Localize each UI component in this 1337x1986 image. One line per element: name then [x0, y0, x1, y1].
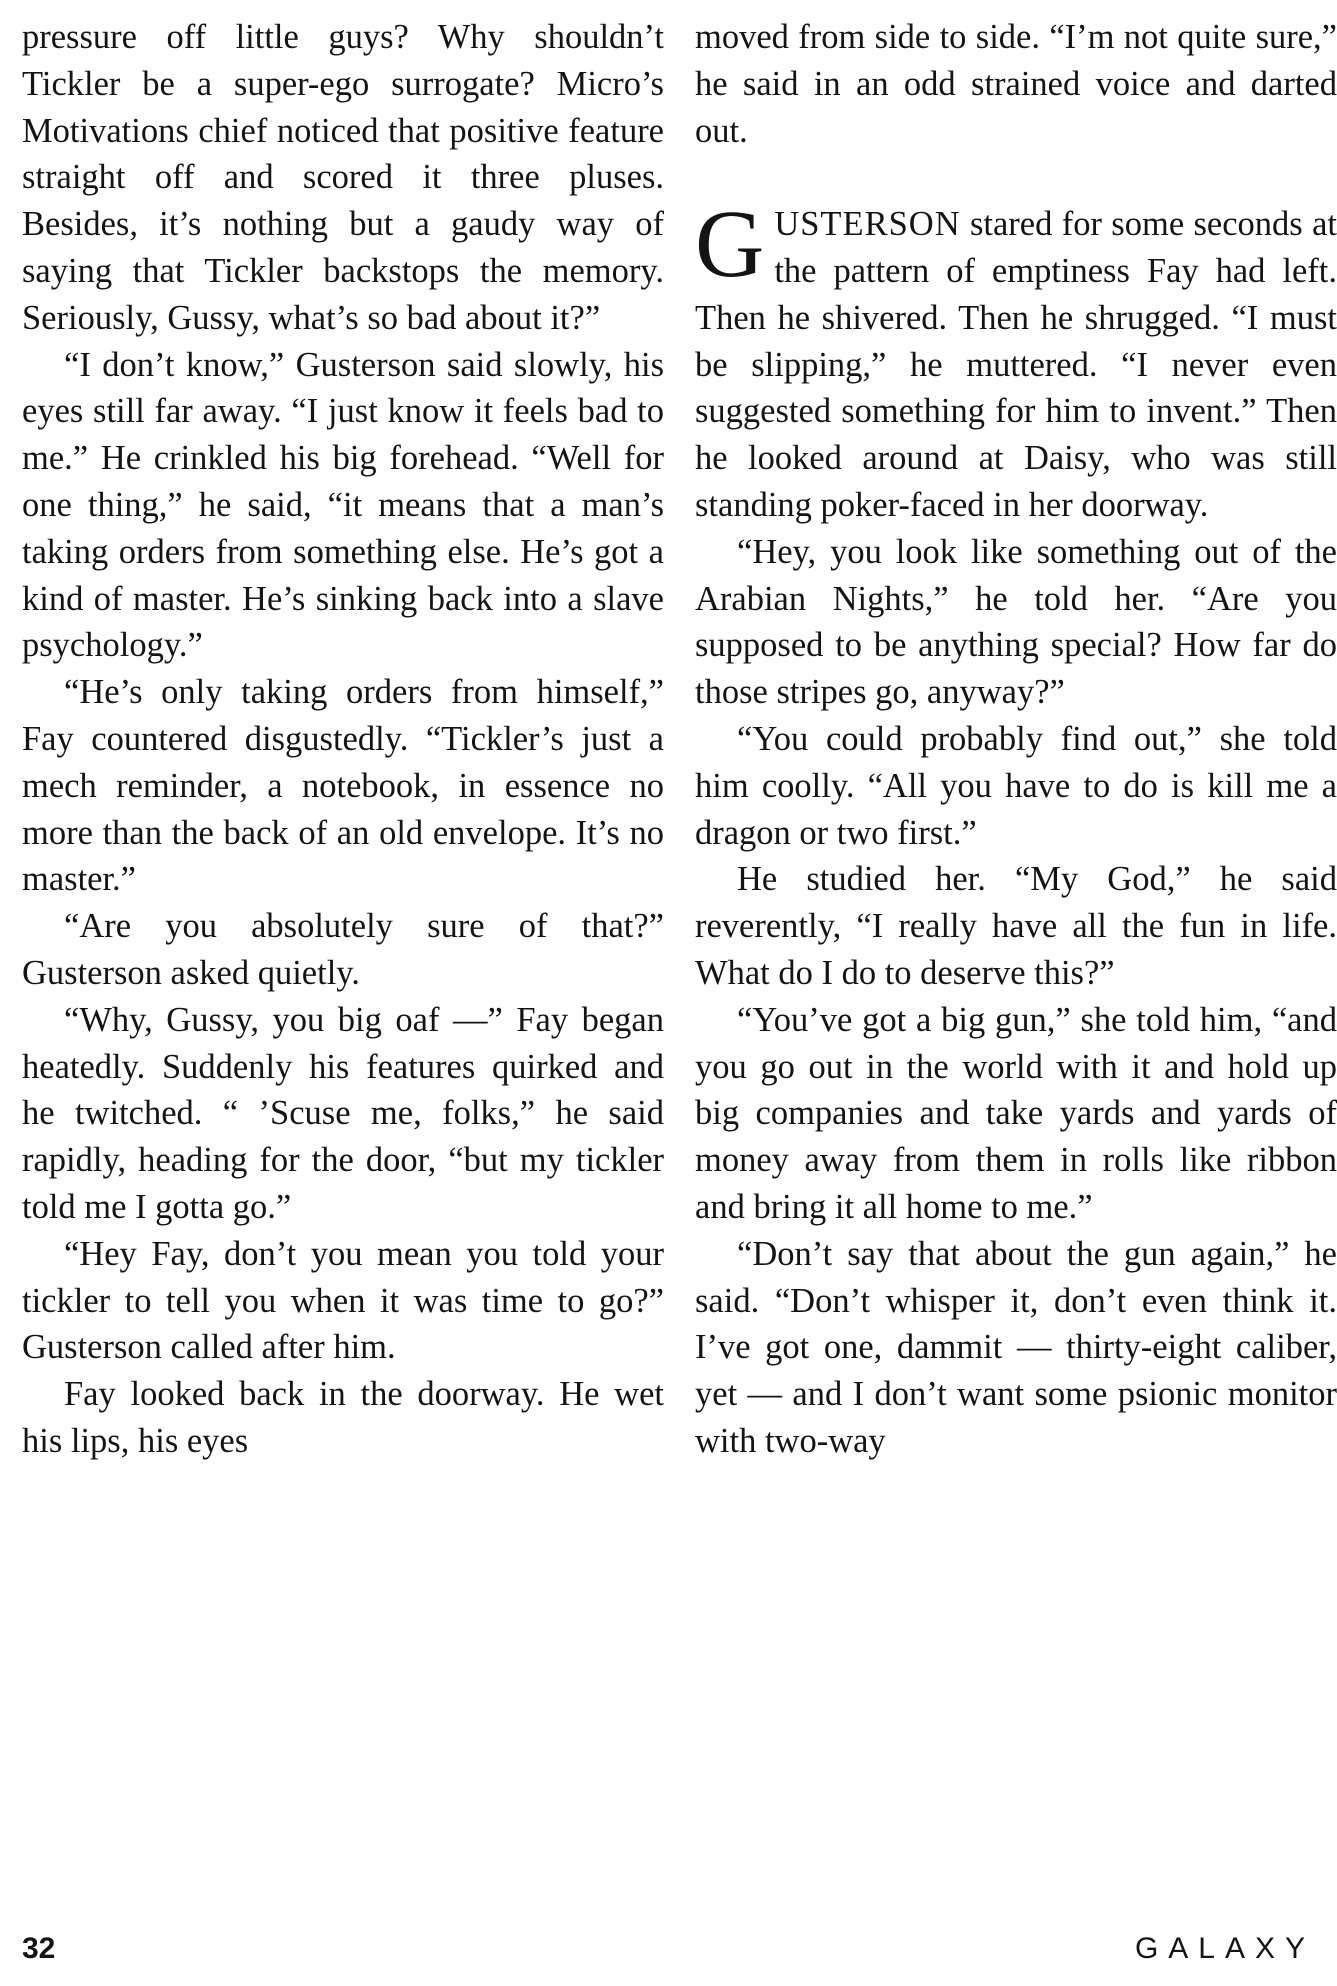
- paragraph-continuation: pressure off little guys? Why shouldn’t Tickler be a super-ego surrogate? Micro’s Motivations chief noticed that positive feature straight off and scored it three pluses. Besides, it’s nothing but a gaudy way of saying that Tickler backstops the memory. Seriously, Gussy, what’s so bad about it?”: [22, 18, 664, 337]
- paragraph: He studied her. “My God,” he said reverently, “I really have all the fun in life. What do I do to deserve this?”: [695, 860, 1337, 992]
- left-text-column: [22, 14, 664, 1465]
- dropcap-paragraph: [695, 190, 1337, 529]
- dropcap-word: USTERSON: [774, 205, 961, 244]
- dropcap-paragraph-text: stared for some seconds at the pattern of emptiness Fay had left. Then he shivered. Then he shrugged. “I must be slipping,” he muttered. “I never even suggested something for him to invent.” Then he looked around at Daisy, who was still standing poker-faced in her doorway.: [695, 205, 1337, 524]
- paragraph: “You’ve got a big gun,” she told him, “and you go out in the world with it and hold up big companies and take yards and yards of money away from them in rolls like ribbon and bring it all home to me.”: [695, 1000, 1337, 1226]
- paragraph: “I don’t know,” Gusterson said slowly, his eyes still far away. “I just know it feels bad to me.” He crinkled his big forehead. “Well for one thing,” he said, “it means that a man’s taking orders from something else. He’s got a kind of master. He’s sinking back into a slave psychology.”: [22, 345, 664, 665]
- right-text-column: [695, 14, 1337, 1465]
- paragraph: “Hey, you look like something out of the Arabian Nights,” he told her. “Are you supposed to be anything special? How far do those stripes go, anyway?”: [695, 532, 1337, 712]
- paragraph: “Are you absolutely sure of that?” Gusterson asked quietly.: [22, 907, 664, 992]
- magazine-name: GALAXY: [1134, 1932, 1315, 1965]
- paragraph: “Hey Fay, don’t you mean you told your tickler to tell you when it was time to go?” Gusterson called after him.: [22, 1234, 664, 1367]
- page-number: 32: [22, 1932, 56, 1965]
- paragraph: “He’s only taking orders from himself,” Fay countered disgustedly. “Tickler’s just a mech reminder, a notebook, in essence no more than the back of an old envelope. It’s no master.”: [22, 673, 664, 899]
- paragraph: Fay looked back in the doorway. He wet his lips, his eyes: [22, 1375, 664, 1460]
- section-break: [695, 154, 1337, 201]
- paragraph: “Don’t say that about the gun again,” he said. “Don’t whisper it, don’t even think it. I’ve got one, dammit — thirty-eight caliber, yet — and I don’t want some psionic monitor with two-way: [695, 1234, 1337, 1460]
- paragraph-continuation: moved from side to side. “I’m not quite sure,” he said in an odd strained voice and darted out.: [695, 18, 1337, 150]
- paragraph: “Why, Gussy, you big oaf —” Fay began heatedly. Suddenly his features quirked and he twitched. “ ’Scuse me, folks,” he said rapidly, heading for the door, “but my tickler told me I gotta go.”: [22, 1000, 664, 1226]
- dropcap-letter: G: [695, 190, 765, 298]
- paragraph: “You could probably find out,” she told him coolly. “All you have to do is kill me a dragon or two first.”: [695, 719, 1337, 852]
